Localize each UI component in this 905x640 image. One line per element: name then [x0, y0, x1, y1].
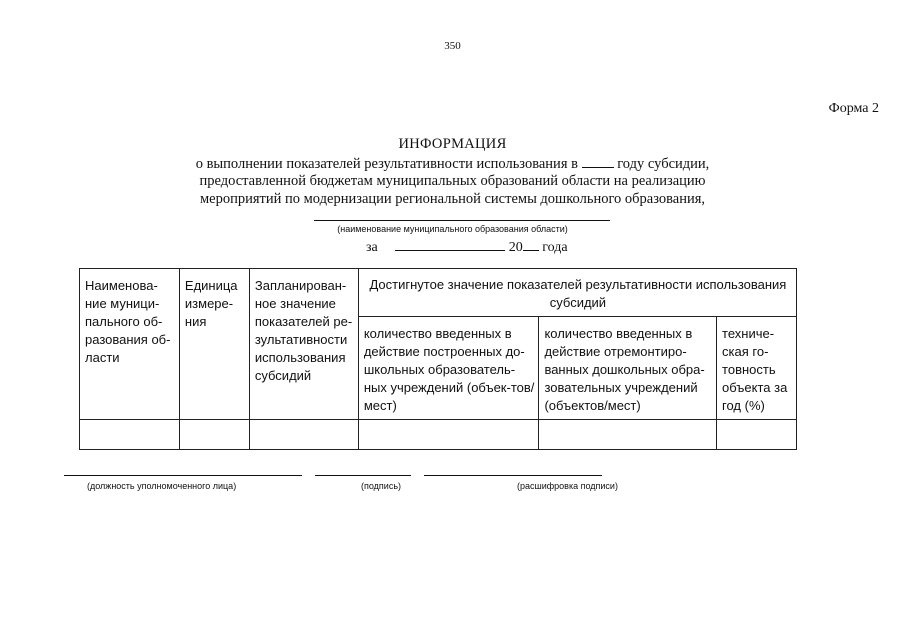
reporting-period	[366, 237, 568, 256]
cell-planned-value[interactable]	[249, 420, 358, 450]
position-caption: (должность уполномоченного лица)	[87, 481, 237, 491]
year-blank	[582, 154, 614, 168]
subtitle-line-1-end: году субсидии,	[617, 156, 710, 172]
period-year-prefix: 20	[508, 240, 523, 255]
decoding-signature-line	[424, 475, 602, 476]
municipality-blank-line	[314, 220, 610, 221]
signature-caption: (подпись)	[361, 481, 402, 491]
cell-unit[interactable]	[179, 420, 249, 450]
cell-municipality-name[interactable]	[80, 420, 180, 450]
cell-technical-readiness[interactable]	[717, 420, 797, 450]
cell-repaired-institutions[interactable]	[539, 420, 717, 450]
report-table	[79, 268, 797, 450]
subtitle-line-1	[0, 154, 905, 173]
decoding-caption: (расшифровка подписи)	[517, 481, 618, 491]
document-title: ИНФОРМАЦИЯ	[398, 136, 507, 152]
header-technical-readiness: техниче-ская го-товность объекта за год (%)	[717, 317, 797, 420]
signature-line	[315, 475, 411, 476]
header-municipality-name: Наименова-ние муници-пального об-разования об-ласти	[80, 269, 180, 420]
header-achieved-value: Достигнутое значение показателей результативности использования субсидий	[358, 269, 796, 317]
period-blank	[395, 237, 505, 251]
subtitle-line-3: мероприятий по модернизации региональной системы дошкольного образования,	[199, 191, 706, 207]
header-planned-value: Запланирован-ное значение показателей ре-зультативности использования субсидий	[249, 269, 358, 420]
header-unit: Единица измере-ния	[179, 269, 249, 420]
period-year-blank	[523, 237, 539, 251]
cell-built-institutions[interactable]	[358, 420, 539, 450]
position-signature-line	[64, 475, 302, 476]
table-row	[80, 420, 797, 450]
page-number: 350	[444, 40, 461, 52]
subtitle-line-2: предоставленной бюджетам муниципальных образований области на реализацию	[199, 173, 706, 189]
table-header-row	[80, 269, 797, 317]
municipality-caption: (наименование муниципального образования области)	[337, 224, 568, 234]
header-built-institutions: количество введенных в действие построенных до-школьных образователь-ных учреждений (объек-тов/мест)	[358, 317, 539, 420]
subtitle-line-1-start: о выполнении показателей результативности использования в	[195, 156, 578, 172]
header-repaired-institutions: количество введенных в действие отремонтиро-ванных дошкольных обра-зовательных учреждений (объектов/мест)	[539, 317, 717, 420]
form-label: Форма 2	[828, 101, 879, 116]
period-suffix: года	[542, 240, 568, 255]
period-prefix: за	[366, 240, 378, 255]
